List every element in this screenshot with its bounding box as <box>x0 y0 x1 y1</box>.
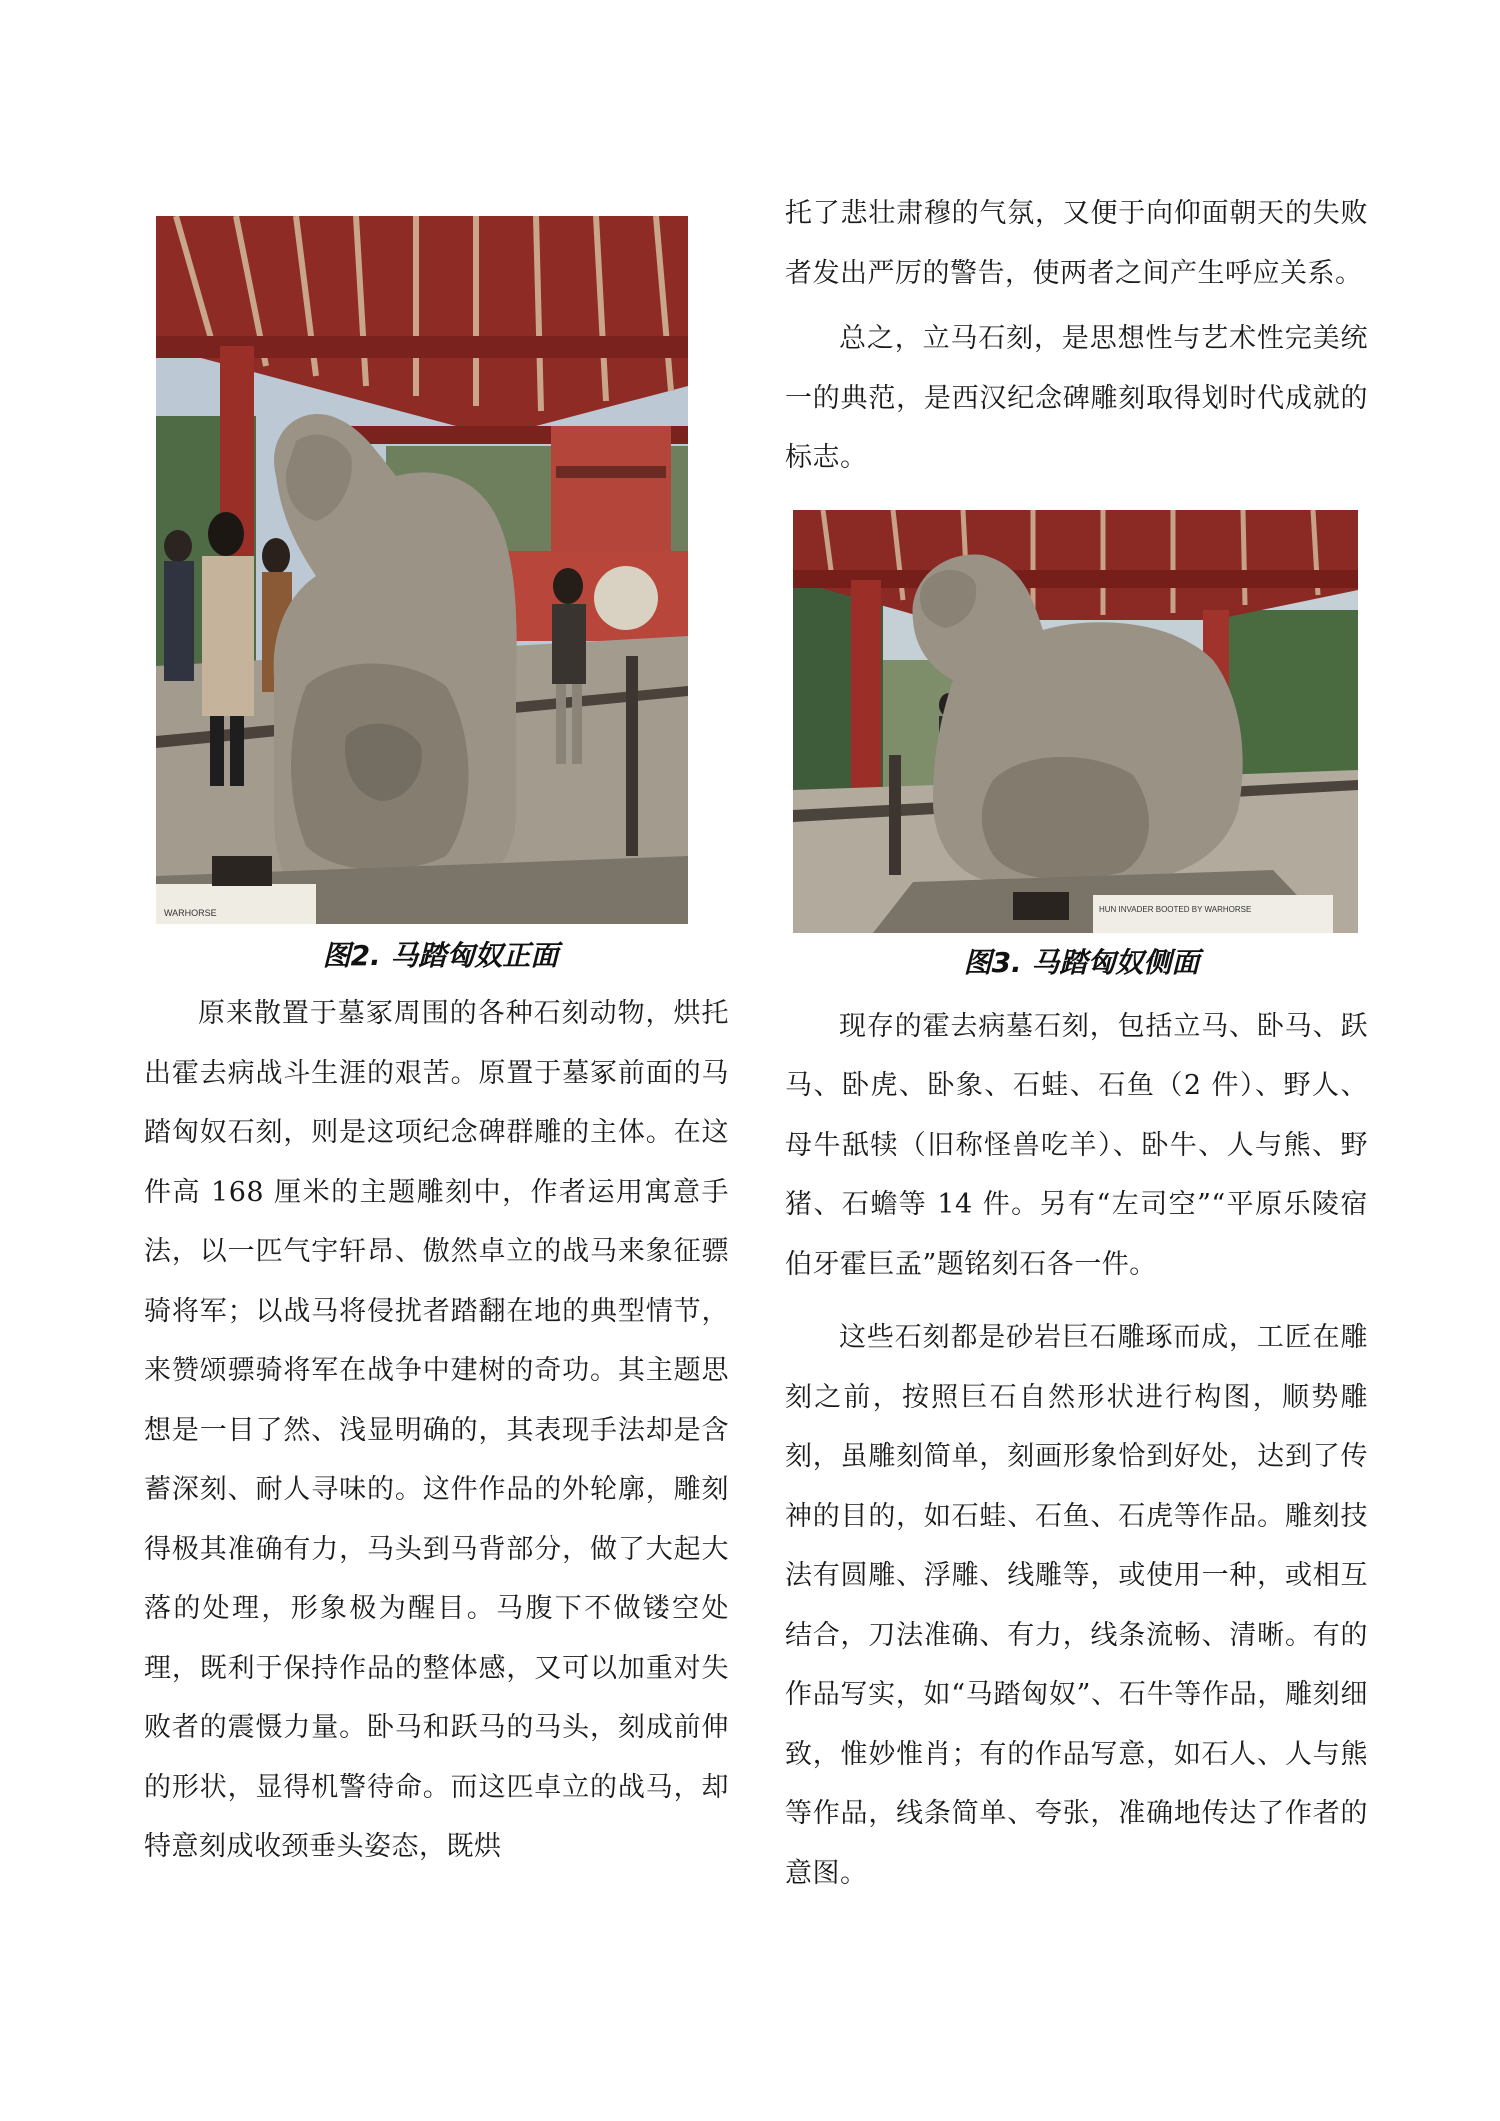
right-column <box>785 184 1368 1903</box>
figure-2-photo <box>156 216 688 924</box>
paragraph-1: 原来散置于墓冢周围的各种石刻动物，烘托出霍去病战斗生涯的艰苦。原置于墓冢前面的马踏匈奴石刻，则是这项纪念碑群雕的主体。在这件高 168 厘米的主题雕刻中，作者运用寓意手法，以一匹气宇轩昂、傲然卓立的战马来象征骠骑将军；以战马将侵扰者踏翻在地的典型情节，来赞颂骠骑将军在战争中建树的奇功。其主题思想是一目了然、浅显明确的，其表现手法却是含蓄深刻、耐人寻味的。这件作品的外轮廓，雕刻得极其准确有力，马头到马背部分，做了大起大落的处理，形象极为醒目。马腹下不做镂空处理，既利于保持作品的整体感，又可以加重对失败者的震慑力量。卧马和跃马的马头，刻成前伸的形状，显得机警待命。而这匹卓立的战马，却特意刻成收颈垂头姿态，既烘 <box>144 998 729 1862</box>
paragraph-3: 现存的霍去病墓石刻，包括立马、卧马、跃马、卧虎、卧象、石蛙、石鱼（2 件）、野人、母牛舐犊（旧称怪兽吃羊）、卧牛、人与熊、野猪、石蟾等 14 件。另有“左司空”“平原乐陵宿伯牙霍巨孟”题铭刻石各一件。 <box>785 1010 1368 1280</box>
front-view-statue-image <box>156 216 688 924</box>
left-column <box>144 216 729 1877</box>
figure-3-plaque-text: HUN INVADER BOOTED BY WARHORSE <box>1099 904 1252 914</box>
figure-3-photo <box>793 510 1358 933</box>
figure-2-caption: 图2. 马踏匈奴正面 <box>322 939 559 972</box>
paragraph-1-continuation: 托了悲壮肃穆的气氛，又便于向仰面朝天的失败者发出严厉的警告，使两者之间产生呼应关系。 <box>785 198 1368 289</box>
side-view-statue-image <box>793 510 1358 933</box>
paragraph-2: 总之，立马石刻，是思想性与艺术性完美统一的典范，是西汉纪念碑雕刻取得划时代成就的标志。 <box>785 323 1368 473</box>
figure-3-caption: 图3. 马踏匈奴侧面 <box>963 945 1200 979</box>
paragraph-4: 这些石刻都是砂岩巨石雕琢而成，工匠在雕刻之前，按照巨石自然形状进行构图，顺势雕刻，虽雕刻简单，刻画形象恰到好处，达到了传神的目的，如石蛙、石鱼、石虎等作品。雕刻技法有圆雕、浮雕、线雕等，或使用一种，或相互结合，刀法准确、有力，线条流畅、清晰。有的作品写实，如“马踏匈奴”、石牛等作品，雕刻细致，惟妙惟肖；有的作品写意，如石人、人与熊等作品，线条简单、夸张，准确地传达了作者的意图。 <box>785 1322 1368 1889</box>
figure-2-plaque-text: WARHORSE <box>164 908 217 918</box>
